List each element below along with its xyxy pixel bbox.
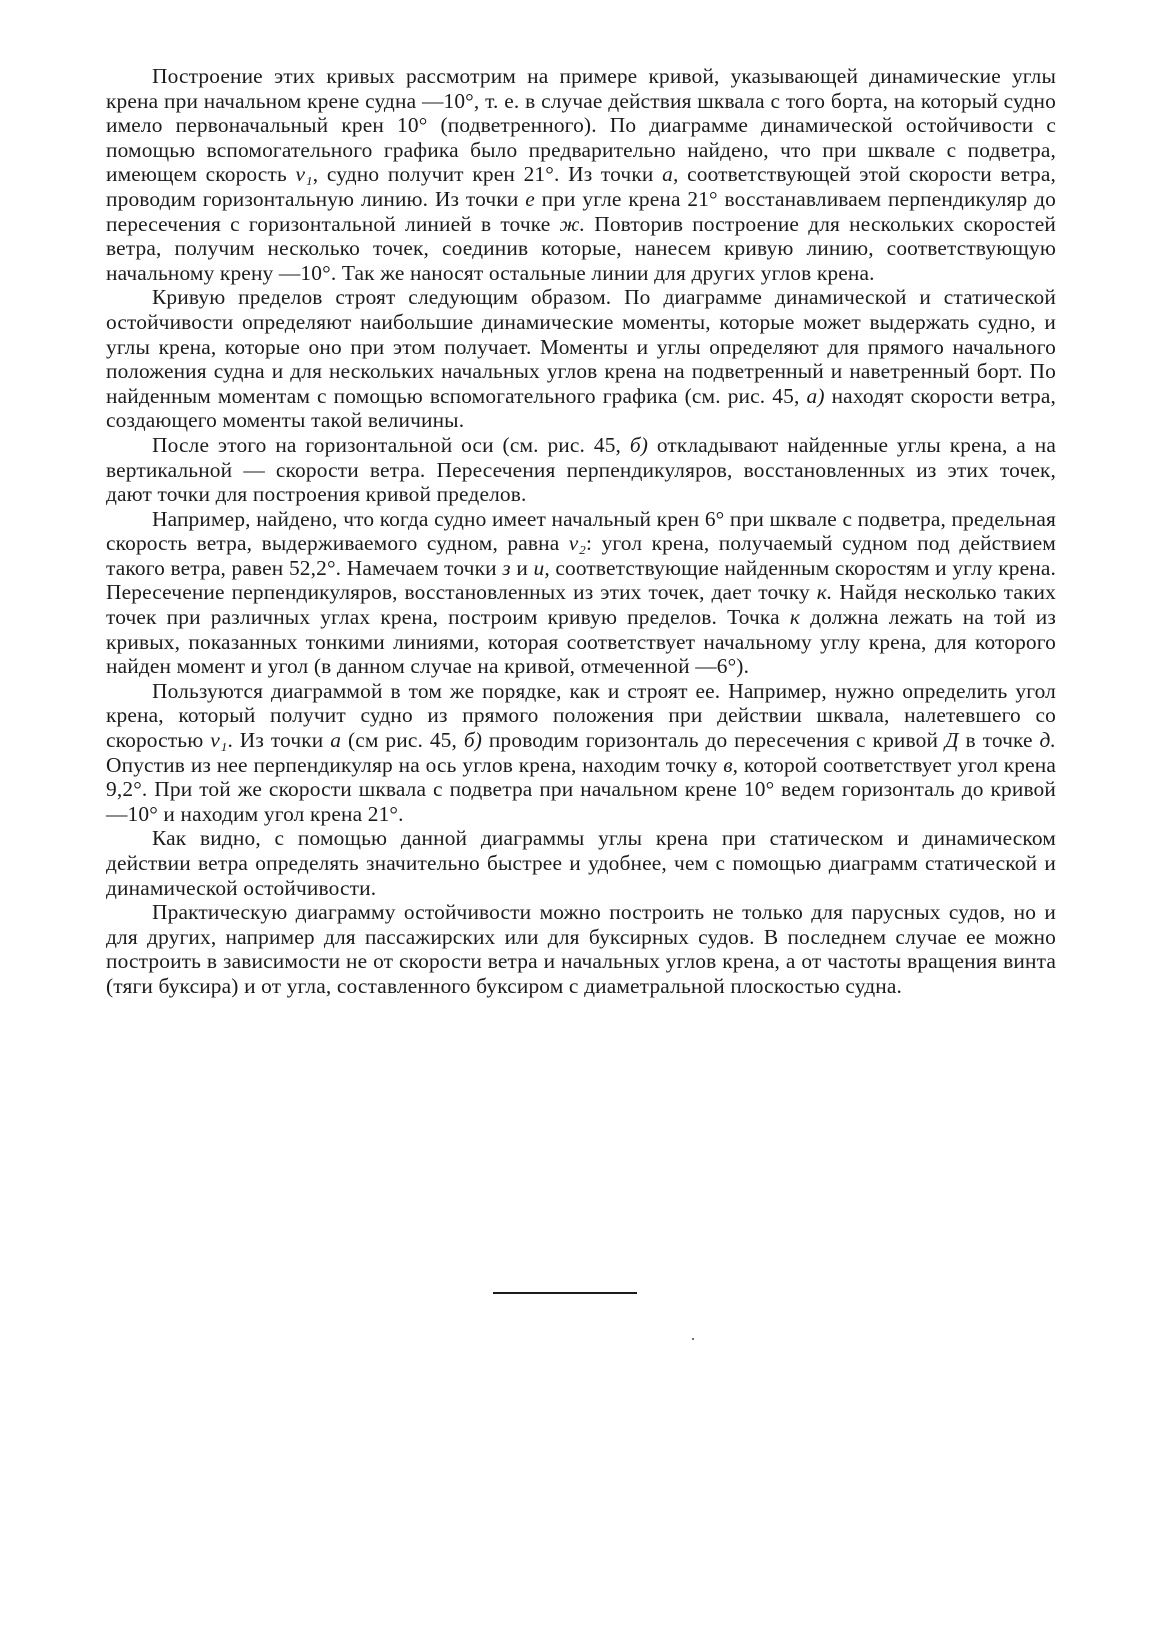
text-run: . Из точки <box>227 728 331 753</box>
text-run: Повторив построение для нескольких скоростей ветра, получим несколько точек, соединив которые, нанесем кривую линию, соответствующую начальному крену —10°. Так же наносят остальные линии для других углов крена. <box>106 211 1056 285</box>
print-speck <box>692 1338 694 1340</box>
italic-term: е <box>525 186 535 211</box>
text-run: Как видно, с помощью данной диаграммы углы крена при статическом и динамическом действии ветра определять значительно быстрее и удобнее, чем с помощью диаграмм статической и динамической остойчивости. <box>106 826 1056 900</box>
italic-term: v <box>210 728 220 753</box>
text-run: После этого на горизонтальной оси (см. рис. 45, <box>152 432 630 457</box>
text-run: при угле крена 21° восстанавливаем перпендикуляр до пересечения с горизонтальной линией в точке <box>106 186 1056 236</box>
italic-term: v <box>568 531 579 556</box>
section-divider <box>493 1292 637 1294</box>
text-run: Опустив из нее перпендикуляр на ось углов крена, находим точку <box>106 752 724 777</box>
italic-term: а) <box>806 383 825 408</box>
text-run: в точке <box>958 728 1040 753</box>
text-run: проводим горизонталь до пересечения с кривой <box>482 728 945 753</box>
italic-term: ₁ <box>305 162 313 187</box>
text-run: Например, найдено, что когда судно имеет начальный крен 6° при шквале с подветра, предельная скорость ветра, выдерживаемого судном, равна <box>106 506 1056 556</box>
text-run: Кривую пределов строят следующим образом. По диаграмме динамической и статической остойчивости определяют наибольшие динамические моменты, которые может выдержать судно, и углы крена, которые оно при этом получает. Моменты и углы определяют для прямого начального положения судна и для нескольких начальных углов крена на подветренный и наветренный борт. По найденным моментам с помощью вспомогательного графика (см. рис. 45, <box>106 285 1056 408</box>
italic-term: д. <box>1039 728 1056 753</box>
text-run: (см рис. 45, <box>341 728 464 753</box>
italic-term: к. <box>816 580 833 605</box>
text-run: и <box>510 555 534 580</box>
italic-term: к <box>789 605 801 630</box>
paragraph-4 <box>106 507 1056 679</box>
italic-term: Д <box>944 728 959 753</box>
italic-term: б) <box>629 432 649 457</box>
italic-term: в, <box>723 752 739 777</box>
text-run: должна лежать на той из кривых, показанных тонкими линиями, которая соответствует начальному углу крена, для которого найден момент и угол (в данном случае на кривой, отмеченной —6°). <box>106 605 1056 679</box>
paragraph-2 <box>106 285 1056 433</box>
paragraph-5 <box>106 679 1056 827</box>
paragraph-3 <box>106 433 1056 507</box>
paragraph-7 <box>106 900 1056 998</box>
text-run: : угол крена, получаемый судном под действием такого ветра, равен 52,2°. Намечаем точки <box>106 531 1056 580</box>
document-page <box>106 64 1056 999</box>
text-run: Построение этих кривых рассмотрим на примере кривой, указывающей динамические углы крена при начальном крене судна —10°, т. е. в случае действия шквала с того борта, на который судно имело первоначальный крен 10° (подветренного). По диаграмме динамической остойчивости с помощью вспомогательного графика было предварительно найдено, что при шквале с подветра, имеющем скорость <box>106 64 1056 187</box>
italic-term: и, <box>533 555 550 580</box>
italic-term: v <box>295 162 306 187</box>
text-run: соответствующей этой скорости ветра, проводим горизонтальную линию. Из точки <box>106 162 1056 211</box>
text-run: которой соответствует угол крена 9,2°. При той же скорости шквала с подветра при начальном крене 10° ведем горизонталь до кривой —10° и находим угол крена 21°. <box>106 752 1056 826</box>
text-run: находят скорости ветра, создающего моменты такой величины. <box>106 383 1056 433</box>
text-run: Практическую диаграмму остойчивости можно построить не только для парусных судов, но и для других, например для пассажирских или для буксирных судов. В последнем случае ее можно построить в зависимости не от скорости ветра и начальных углов крена, а от частоты вращения винта (тяги буксира) и от угла, составленного буксиром с диаметральной плоскостью судна. <box>106 900 1056 998</box>
italic-term: а <box>330 728 342 753</box>
italic-term: ₂ <box>578 531 587 556</box>
text-run: , судно получит крен 21°. Из точки <box>312 162 663 187</box>
text-run: Найдя несколько таких точек при различных углах крена, построим кривую пределов. Точка <box>106 580 1057 630</box>
italic-term: ж. <box>559 211 586 236</box>
italic-term: з <box>502 555 511 580</box>
paragraph-6 <box>106 826 1056 900</box>
italic-term: б) <box>463 728 483 753</box>
text-run: соответствующие найденным скоростям и углу крена. Пересечение перпендикуляров, восстановленных из этих точек, дает точку <box>106 555 1056 605</box>
text-run: Пользуются диаграммой в том же порядке, как и строят ее. Например, нужно определить угол крена, который получит судно из прямого положения при действии шквала, налетевшего со скоростью <box>106 678 1056 753</box>
paragraph-1 <box>106 64 1056 285</box>
text-run: откладывают найденные углы крена, а на вертикальной — скорости ветра. Пересечения перпендикуляров, восстановленных из этих точек, дают точки для построения кривой пределов. <box>106 432 1056 507</box>
italic-term: а, <box>662 162 679 187</box>
italic-term: ₁ <box>219 728 228 753</box>
